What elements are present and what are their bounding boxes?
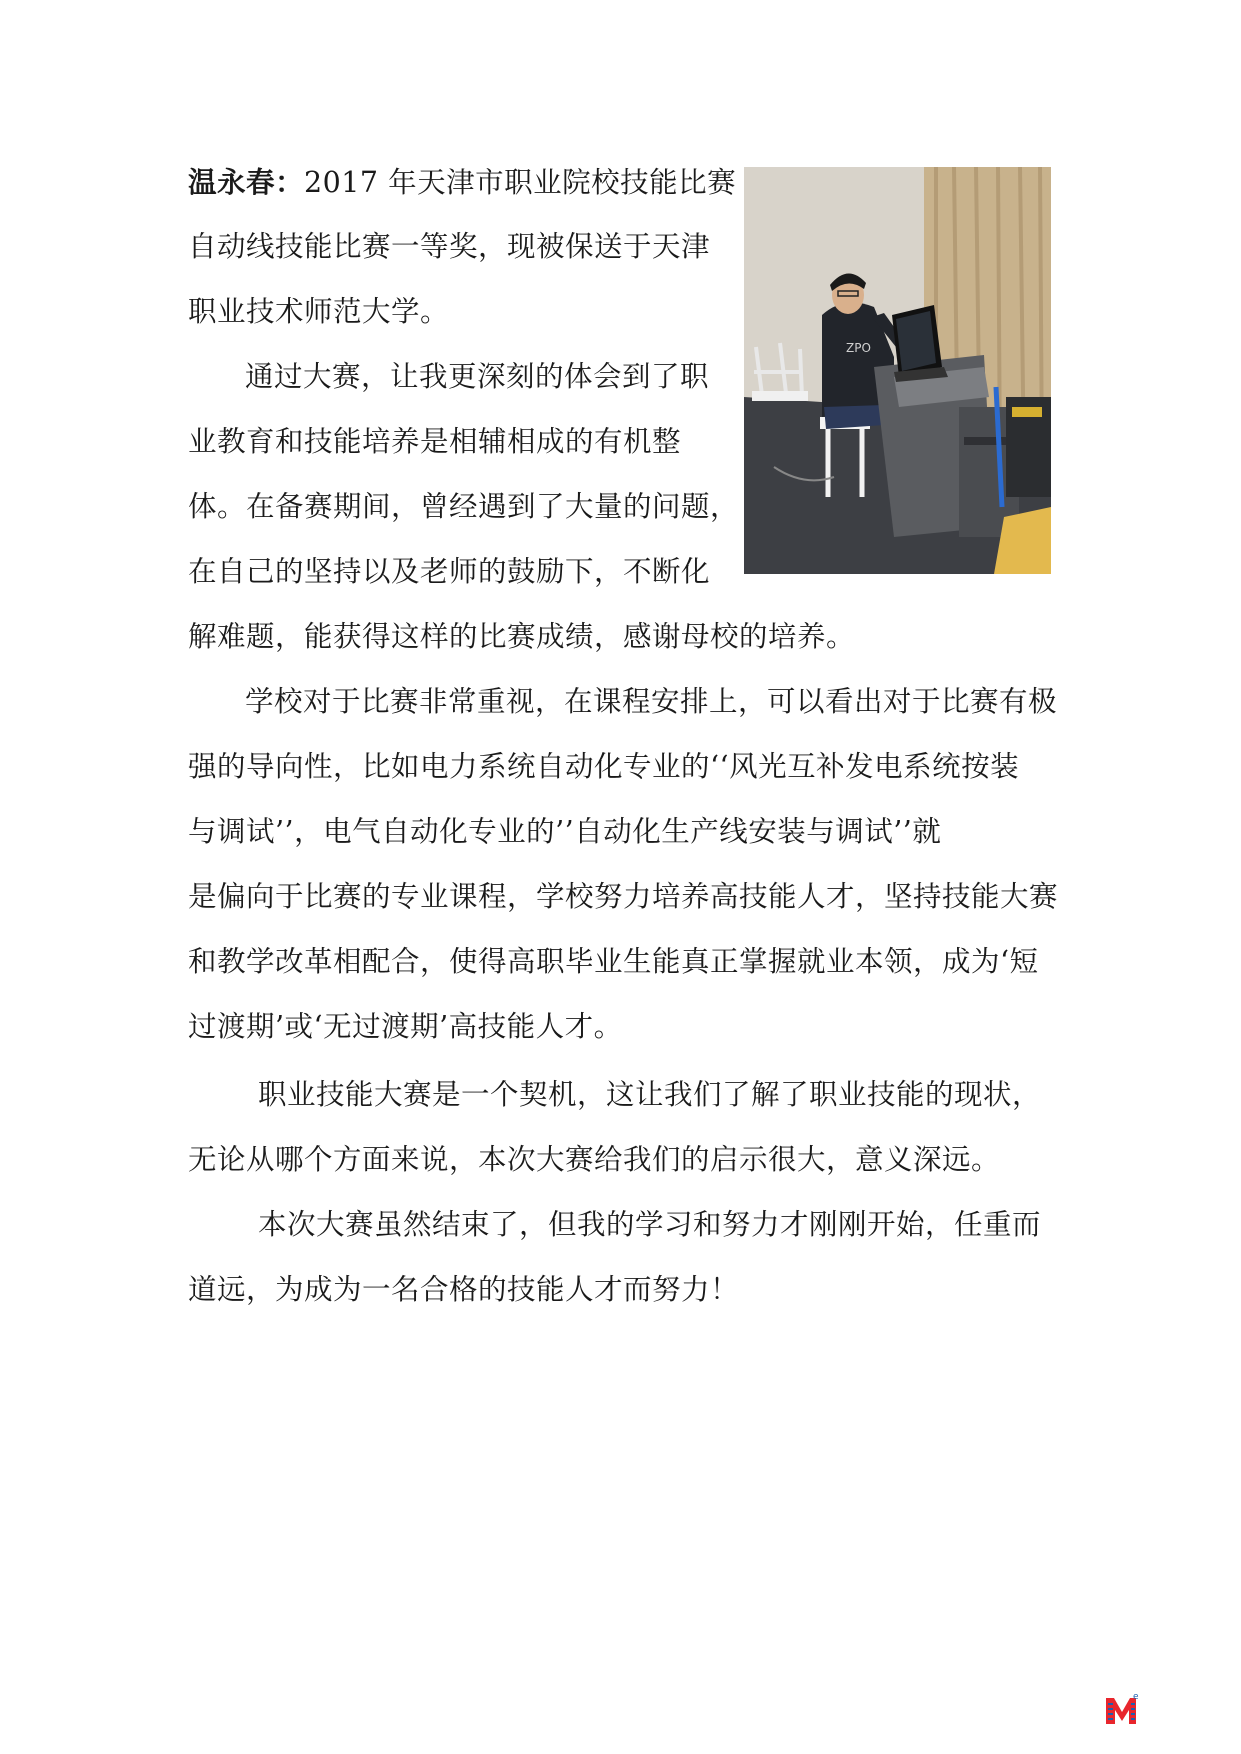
student-photo: [744, 167, 1051, 574]
paragraph-3-line-4: 是偏向于比赛的专业课程，学校努力培养高技能人才，坚持技能大赛: [188, 880, 1059, 913]
paragraph-1-line-3: 职业技术师范大学。: [188, 295, 450, 328]
shirt-logo: ZPO: [846, 341, 871, 355]
paragraph-1-line-1: [188, 162, 736, 203]
paragraph-3-line-1: 学校对于比赛非常重视，在课程安排上，可以看出对于比赛有极: [245, 685, 1058, 718]
paragraph-4-line-1: 职业技能大赛是一个契机，这让我们了解了职业技能的现状，: [258, 1078, 1042, 1111]
paragraph-4-line-2: 无论从哪个方面来说，本次大赛给我们的启示很大，意义深远。: [188, 1143, 1001, 1176]
paragraph-5-line-2: 道远，为成为一名合格的技能人才而努力！: [188, 1273, 740, 1306]
award-text: 2017 年天津市职业院校技能比赛: [304, 166, 737, 199]
author-name: 温永春：: [188, 165, 305, 199]
paragraph-3-line-6: 过渡期’或‘无过渡期’高技能人才。: [188, 1010, 623, 1043]
paragraph-2-line-5: 解难题，能获得这样的比赛成绩，感谢母校的培养。: [188, 620, 856, 653]
publisher-logo: [1102, 1690, 1142, 1730]
paragraph-2-line-3: 体。在备赛期间，曾经遇到了大量的问题，: [188, 490, 740, 523]
paragraph-3-line-2: 强的导向性，比如电力系统自动化专业的‘‘风光互补发电系统按装: [188, 750, 1020, 783]
paragraph-1-line-2: 自动线技能比赛一等奖，现被保送于天津: [188, 230, 711, 263]
paragraph-2-line-1: 通过大赛，让我更深刻的体会到了职: [245, 360, 710, 393]
paragraph-2-line-2: 业教育和技能培养是相辅相成的有机整: [188, 425, 682, 458]
logo-superscript: e: [1133, 1692, 1139, 1702]
paragraph-3-line-3: 与调试’’，电气自动化专业的’’自动化生产线安装与调试’’就: [188, 815, 942, 848]
paragraph-3-line-5: 和教学改革相配合，使得高职毕业生能真正掌握就业本领，成为‘短: [188, 945, 1039, 978]
paragraph-5-line-1: 本次大赛虽然结束了，但我的学习和努力才刚刚开始，任重而: [258, 1208, 1042, 1241]
paragraph-2-line-4: 在自己的坚持以及老师的鼓励下，不断化: [188, 555, 711, 588]
